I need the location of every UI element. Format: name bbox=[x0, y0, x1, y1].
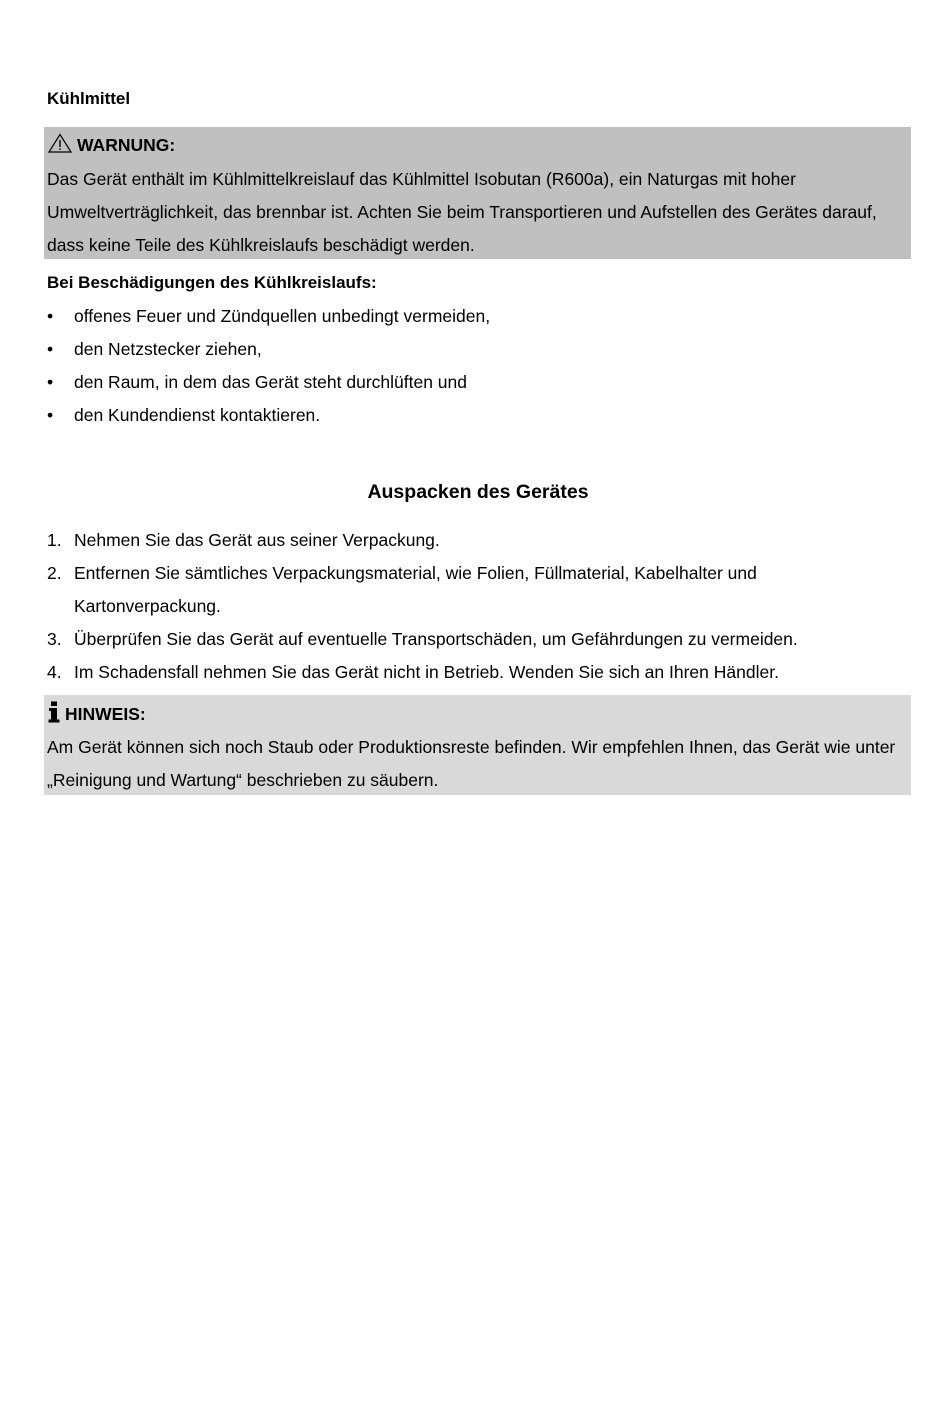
step-text: Nehmen Sie das Gerät aus seiner Verpackung. bbox=[74, 530, 440, 550]
step-text: Entfernen Sie sämtliches Verpackungsmaterial, wie Folien, Füllmaterial, Kabelhalter und Kartonverpackung. bbox=[74, 563, 757, 616]
hint-title-row bbox=[48, 701, 146, 728]
warning-triangle-icon bbox=[48, 133, 72, 158]
unpacking-title: Auspacken des Gerätes bbox=[367, 481, 589, 503]
unpacking-steps bbox=[47, 524, 907, 689]
step-number: 3. bbox=[47, 629, 62, 649]
damage-heading: Bei Beschädigungen des Kühlkreislaufs: bbox=[47, 273, 377, 292]
step-text: Überprüfen Sie das Gerät auf eventuelle Transportschäden, um Gefährdungen zu vermeiden. bbox=[74, 629, 798, 649]
warning-box bbox=[44, 127, 911, 259]
list-item: • den Raum, in dem das Gerät steht durchlüften und bbox=[47, 366, 490, 399]
hint-text: Am Gerät können sich noch Staub oder Produktionsreste befinden. Wir empfehlen Ihnen, das Gerät wie unter „Reinigung und Wartung“ beschrieben zu säubern. bbox=[47, 737, 896, 790]
list-item bbox=[47, 557, 907, 623]
step-number: 1. bbox=[47, 530, 62, 550]
section-heading: Kühlmittel bbox=[47, 89, 131, 108]
hint-box bbox=[44, 695, 911, 795]
list-item: • den Netzstecker ziehen, bbox=[47, 333, 490, 366]
hint-title: HINWEIS: bbox=[65, 704, 146, 724]
step-number: 4. bbox=[47, 662, 62, 682]
list-item bbox=[47, 623, 907, 656]
list-item bbox=[47, 656, 907, 689]
step-number: 2. bbox=[47, 563, 62, 583]
list-item bbox=[47, 524, 907, 557]
warning-title: WARNUNG: bbox=[77, 135, 176, 155]
step-text: Im Schadensfall nehmen Sie das Gerät nicht in Betrieb. Wenden Sie sich an Ihren Händler. bbox=[74, 662, 779, 682]
list-item: • den Kundendienst kontaktieren. bbox=[47, 399, 490, 432]
warning-text: Das Gerät enthält im Kühlmittelkreislauf das Kühlmittel Isobutan (R600a), ein Naturgas mit hoher Umweltverträglichkeit, das brennbar ist. Achten Sie beim Transportieren und Aufstellen des Gerätes darauf, dass keine Teile des Kühlkreislaufs beschädigt werden. bbox=[47, 169, 877, 255]
info-icon bbox=[48, 701, 60, 728]
list-item: • offenes Feuer und Zündquellen unbedingt vermeiden, bbox=[47, 300, 490, 333]
warning-title-row bbox=[48, 133, 175, 158]
damage-list bbox=[47, 300, 490, 432]
